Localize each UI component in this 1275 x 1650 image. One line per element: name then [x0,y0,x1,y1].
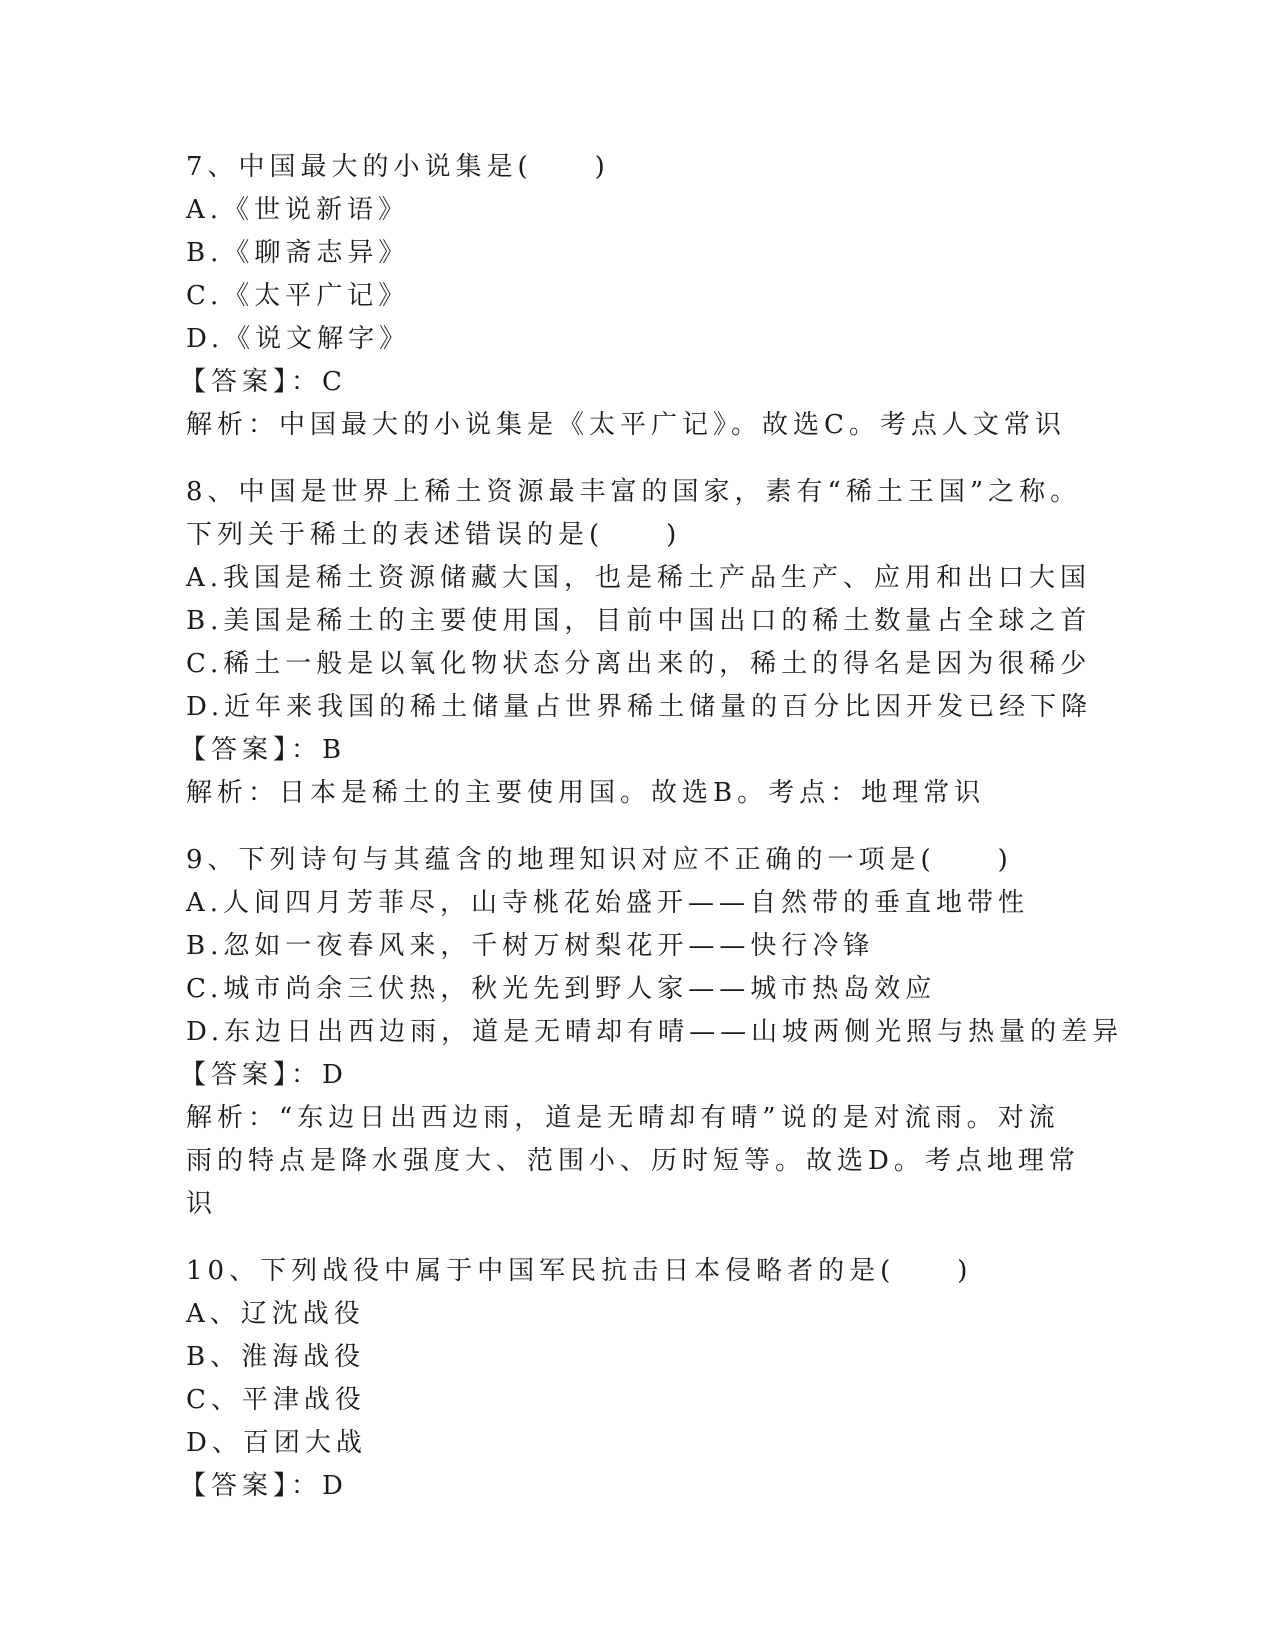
answer-line [180,729,1086,772]
answer-label: 【答案】： [180,735,323,765]
answer-line [180,1465,1086,1508]
option-b: B.美国是稀土的主要使用国，目前中国出口的稀土数量占全球之首 [186,606,1092,636]
option-c: C、平津战役 [186,1385,366,1415]
answer-value: B [322,735,347,765]
answer-value: D [322,1471,348,1501]
option-a: A.我国是稀土资源储藏大国，也是稀土产品生产、应用和出口大国 [186,563,1092,593]
option-d: D.《说文解字》 [186,324,411,354]
option-b: B.忽如一夜春风来，千树万树梨花开——快行冷锋 [186,931,875,961]
option-d: D.近年来我国的稀土储量占世界稀土储量的百分比因开发已经下降 [186,692,1093,722]
option-c: C.城市尚余三伏热，秋光先到野人家——城市热岛效应 [186,974,937,1004]
option-d: D.东边日出西边雨，道是无晴却有晴——山坡两侧光照与热量的差异 [186,1017,1124,1047]
answer-value: D [322,1060,348,1090]
question-stem: 7、中国最大的小说集是( ) [186,152,610,182]
option-c: C.稀土一般是以氧化物状态分离出来的，稀土的得名是因为很稀少 [186,649,1092,679]
answer-line [180,1054,1086,1097]
answer-label: 【答案】： [180,1471,323,1501]
answer-line [180,361,1086,404]
option-c: C.《太平广记》 [186,281,410,311]
option-b: B.《聊斋志异》 [186,238,410,268]
question-8 [180,471,1093,815]
option-d: D、百团大战 [186,1428,367,1458]
question-7 [180,146,1086,447]
option-a: A.人间四月芳菲尽，山寺桃花始盛开——自然带的垂直地带性 [186,888,1030,918]
question-9 [180,839,1124,1226]
analysis: 解析：“东边日出西边雨，道是无晴却有晴”说的是对流雨。对流雨的特点是降水强度大、范围小、历时短等。故选D。考点地理常识 [186,1103,1080,1219]
question-10 [180,1250,1086,1508]
question-stem: 10、下列战役中属于中国军民抗击日本侵略者的是( ) [186,1256,973,1286]
answer-label: 【答案】： [180,1060,323,1090]
option-b: B、淮海战役 [186,1342,366,1372]
question-stem: 9、下列诗句与其蕴含的地理知识对应不正确的一项是( ) [186,845,1013,875]
question-stem: 8、中国是世界上稀土资源最丰富的国家，素有“稀土王国”之称。下列关于稀土的表述错误的是( ) [186,477,1082,550]
analysis: 解析：中国最大的小说集是《太平广记》。故选C。考点人文常识 [186,410,1066,440]
option-a: A.《世说新语》 [186,195,410,225]
answer-label: 【答案】： [180,367,323,397]
analysis: 解析：日本是稀土的主要使用国。故选B。考点：地理常识 [186,778,986,808]
document-page [180,146,1124,1508]
option-a: A、辽沈战役 [186,1299,365,1329]
answer-value: C [322,367,347,397]
